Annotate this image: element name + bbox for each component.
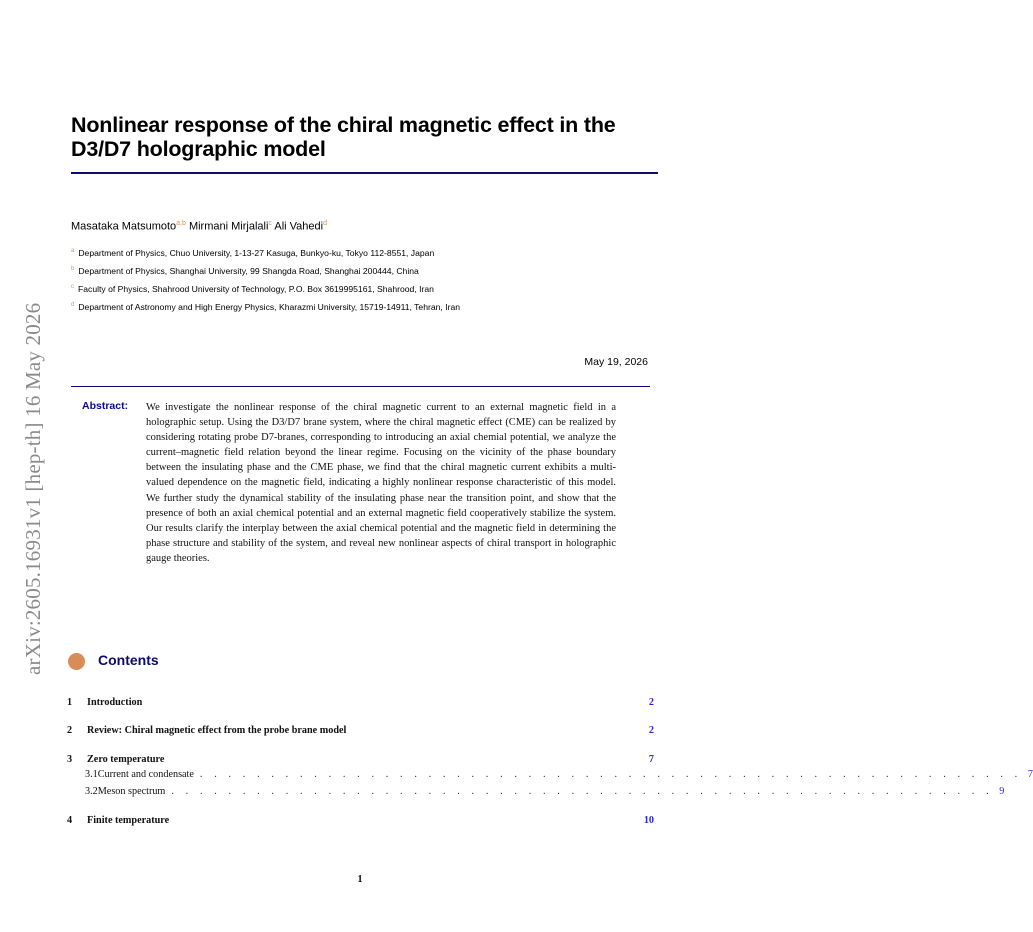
abstract-label: Abstract:: [82, 400, 129, 412]
toc-number: 4: [67, 815, 73, 826]
arxiv-identifier-stamp: [21, 255, 45, 675]
toc-page-link[interactable]: 2: [648, 697, 654, 708]
author-affiliation-mark[interactable]: c: [268, 220, 272, 227]
affiliation-mark: a: [71, 248, 75, 254]
toc-page-link[interactable]: 9: [999, 786, 1005, 797]
contents-title: Contents: [98, 652, 159, 668]
section-bullet-icon: [68, 653, 85, 670]
affiliation-item: [71, 261, 671, 279]
toc-page-link[interactable]: 7: [1027, 769, 1033, 780]
affiliation-text: Department of Physics, Chuo University, 1-13-27 Kasuga, Bunkyo-ku, Tokyo 112-8551, Japan: [78, 247, 435, 258]
toc-title[interactable]: Review: Chiral magnetic effect from the probe brane model: [87, 725, 347, 736]
publication-date: May 19, 2026: [584, 356, 648, 368]
toc-leader-dots: . . . . . . . . . . . . . . . . . . . . . . . . . . . . . . . . . . . . . . . . . . . . . . . . . . . . . . . . . .: [199, 769, 1022, 780]
affiliation-text: Department of Astronomy and High Energy Physics, Kharazmi University, 15719-14911, Tehran, Iran: [78, 302, 460, 313]
toc-number: 1: [67, 697, 73, 708]
toc-title[interactable]: Zero temperature: [87, 754, 165, 765]
affiliation-item: [71, 279, 671, 297]
author-name: Masataka Matsumoto: [71, 220, 177, 233]
toc-page-link[interactable]: 7: [648, 754, 654, 765]
toc-entry-zero-temperature[interactable]: [67, 754, 654, 768]
author-list: [71, 220, 327, 233]
affiliation-list: [71, 243, 671, 315]
affiliation-text: Department of Physics, Shanghai University, 99 Shangda Road, Shanghai 200444, China: [78, 265, 419, 276]
author-name: Ali Vahedi: [274, 220, 324, 233]
toc-entry-introduction[interactable]: [67, 697, 654, 711]
affiliation-item: [71, 297, 671, 315]
arxiv-identifier: arXiv:2605.16931v1 [hep-th] 16 May 2026: [21, 302, 45, 675]
toc-entry-meson-spectrum[interactable]: [67, 786, 1005, 800]
affiliation-mark: d: [71, 302, 75, 309]
toc-title[interactable]: Meson spectrum: [97, 786, 166, 797]
toc-title[interactable]: Current and condensate: [97, 769, 194, 780]
affiliation-text: Faculty of Physics, Shahrood University of Technology, P.O. Box 3619995161, Shahrood, Iran: [78, 283, 434, 294]
paper-title: Nonlinear response of the chiral magnetic effect in the D3/D7 holographic model: [71, 113, 616, 161]
toc-number: 3.1: [85, 769, 98, 780]
toc-entry-review[interactable]: [67, 725, 654, 739]
toc-page-link[interactable]: 10: [643, 815, 654, 826]
affiliation-mark: c: [71, 284, 74, 291]
toc-number: 3.2: [85, 786, 98, 797]
author-name: Mirmani Mirjalali: [188, 220, 269, 233]
author-affiliation-mark[interactable]: d: [323, 220, 327, 227]
title-divider: [71, 172, 658, 174]
abstract-divider: [71, 386, 650, 387]
toc-title[interactable]: Finite temperature: [87, 815, 170, 826]
page-number: 1: [357, 874, 363, 885]
abstract-text: We investigate the nonlinear response of the chiral magnetic current to an external magnetic field in a holographic setup. Using the D3/D7 brane system, where the chiral magnetic effect (CME) can be realized by considering rotating probe D7-branes, corresponding to introducing an axial chemial potential, we analyze the current–magnetic field relation beyond the linear regime. Focusing on the vicinity of the phase boundary between the insulating phase and the CME phase, we find that the chiral magnetic current exhibits a multi-valued dependence on the magnetic field, indicating a highly nonlinear response characteristic of this model. We further study the dynamical stability of the insulating phase near the transition point, and show that the presence of both an axial chemical potential and an external magnetic field cooperatively stabilize the system. Our results clarify the interplay between the axial chemical potential and the magnetic field in determining the phase structure and stability of the system, and reveal new nonlinear aspects of chiral transport in holographic gauge theories.: [146, 402, 616, 564]
toc-leader-dots: . . . . . . . . . . . . . . . . . . . . . . . . . . . . . . . . . . . . . . . . . . . . . . . . . . . . . . . . . .: [171, 786, 994, 797]
toc-entry-current-condensate[interactable]: [67, 769, 1033, 783]
affiliation-mark: b: [71, 266, 75, 273]
toc-entry-finite-temperature[interactable]: [67, 815, 654, 829]
affiliation-item: [71, 243, 671, 261]
toc-number: 2: [67, 725, 73, 736]
toc-number: 3: [67, 754, 73, 765]
toc-title[interactable]: Introduction: [87, 697, 143, 708]
author-affiliation-mark[interactable]: a,b: [176, 220, 186, 227]
toc-page-link[interactable]: 2: [648, 725, 654, 736]
